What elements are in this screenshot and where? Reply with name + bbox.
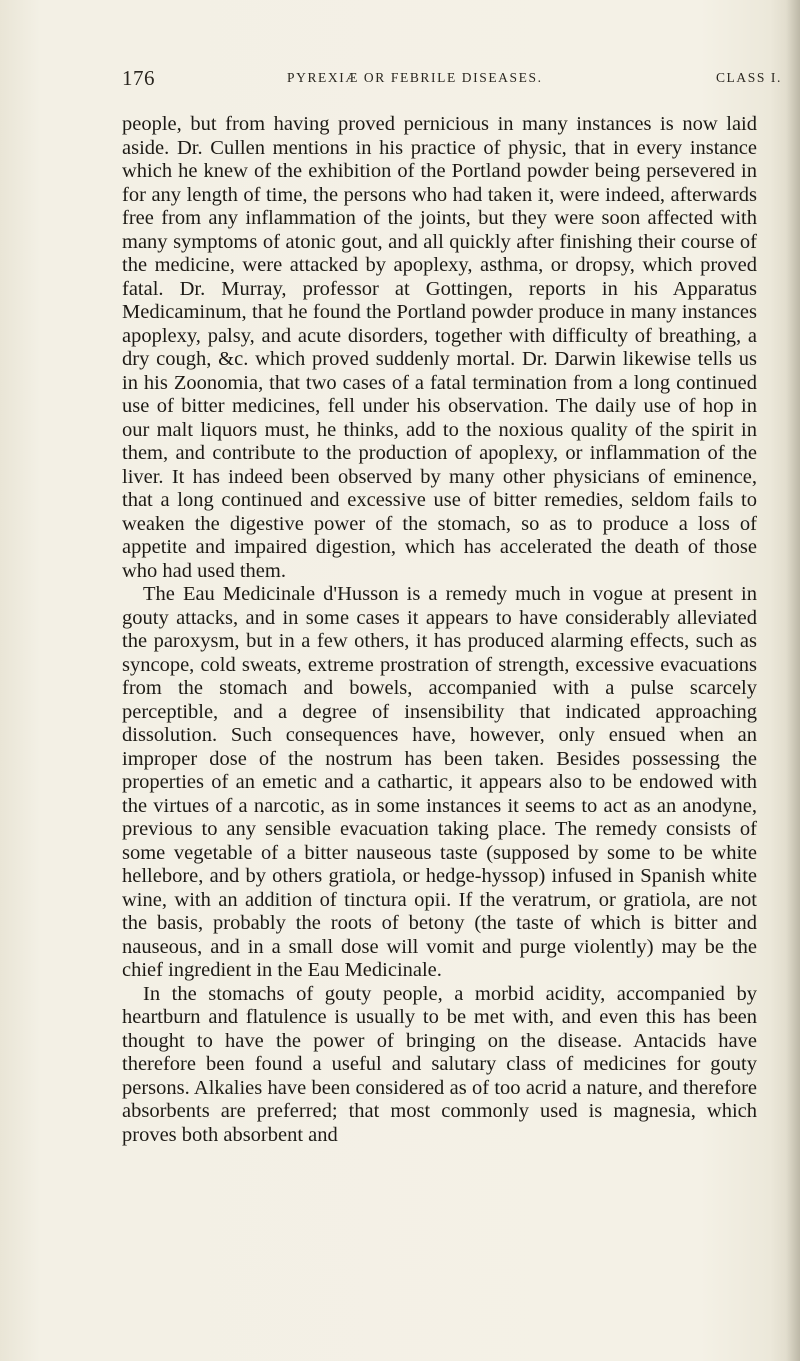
running-head <box>122 62 798 92</box>
class-label: CLASS I. <box>715 70 782 85</box>
paragraph-eau-medicinale: The Eau Medicinale d'Husson is a remedy much in vogue at present in gouty attacks, and in some cases it appears to have considerably alleviated the paroxysm, but in a few others, it has produced alarming effects, such as syncope, cold sweats, extreme prostration of strength, excessive evacuations from the stomach and bowels, accompanied with a pulse scarcely perceptible, and a degree of insensibility that indicated approaching dissolution. Such consequences have, however, only ensued when an improper dose of the nostrum has been taken. Besides possessing the properties of an emetic and a cathartic, it appears also to be endowed with the virtues of a narcotic, as in some instances it seems to act as an anodyne, previous to any sensible evacuation taking place. The remedy consists of some vegetable of a bitter nauseous taste (supposed by some to be white hellebore, and by others gratiola, or hedge-hyssop) infused in Spanish white wine, with an addition of tinctura opii. If the veratrum, or gratiola, are not the basis, probably the roots of betony (the taste of which is bitter and nauseous, and in a small dose will vomit and purge violently) may be the chief ingredient in the Eau Medicinale. <box>122 583 757 981</box>
running-title: PYREXIÆ OR FEBRILE DISEASES. <box>287 70 543 85</box>
paragraph-antacids: In the stomachs of gouty people, a morbid acidity, accompanied by heartburn and flatulence is usually to be met with, and even this has been thought to have the power of bringing on the disease. Antacids have therefore been found a useful and salutary class of medicines for gouty persons. Alkalies have been considered as of too acrid a nature, and therefore absorbents are preferred; that most commonly used is magnesia, which proves both absorbent and <box>122 982 757 1146</box>
body-text <box>122 113 757 1147</box>
page-number: 176 <box>122 66 155 90</box>
page-edge-shadow <box>786 0 800 1361</box>
paragraph-continued: people, but from having proved pernicious in many instances is now laid aside. Dr. Cullen mentions in his practice of physic, that in every instance which he knew of the exhibition of the Portland powder being persevered in for any length of time, the persons who had taken it, were indeed, afterwards free from any inflammation of the joints, but they were soon affected with many symptoms of atonic gout, and all quickly after finishing their course of the medicine, were attacked by apoplexy, asthma, or dropsy, which proved fatal. Dr. Murray, professor at Gottingen, reports in his Apparatus Medicaminum, that he found the Portland powder produce in many instances apoplexy, palsy, and acute disorders, together with difficulty of breathing, a dry cough, &c. which proved suddenly mortal. Dr. Darwin likewise tells us in his Zoonomia, that two cases of a fatal termination from a long continued use of bitter medicines, fell under his observation. The daily use of hop in our malt liquors must, he thinks, add to the noxious quality of the spirit in them, and contribute to the production of apoplexy, or inflammation of the liver. It has indeed been observed by many other physicians of eminence, that a long continued and excessive use of bitter remedies, seldom fails to weaken the digestive power of the stomach, so as to produce a loss of appetite and impaired digestion, which has accelerated the death of those who had used them. <box>122 113 757 582</box>
